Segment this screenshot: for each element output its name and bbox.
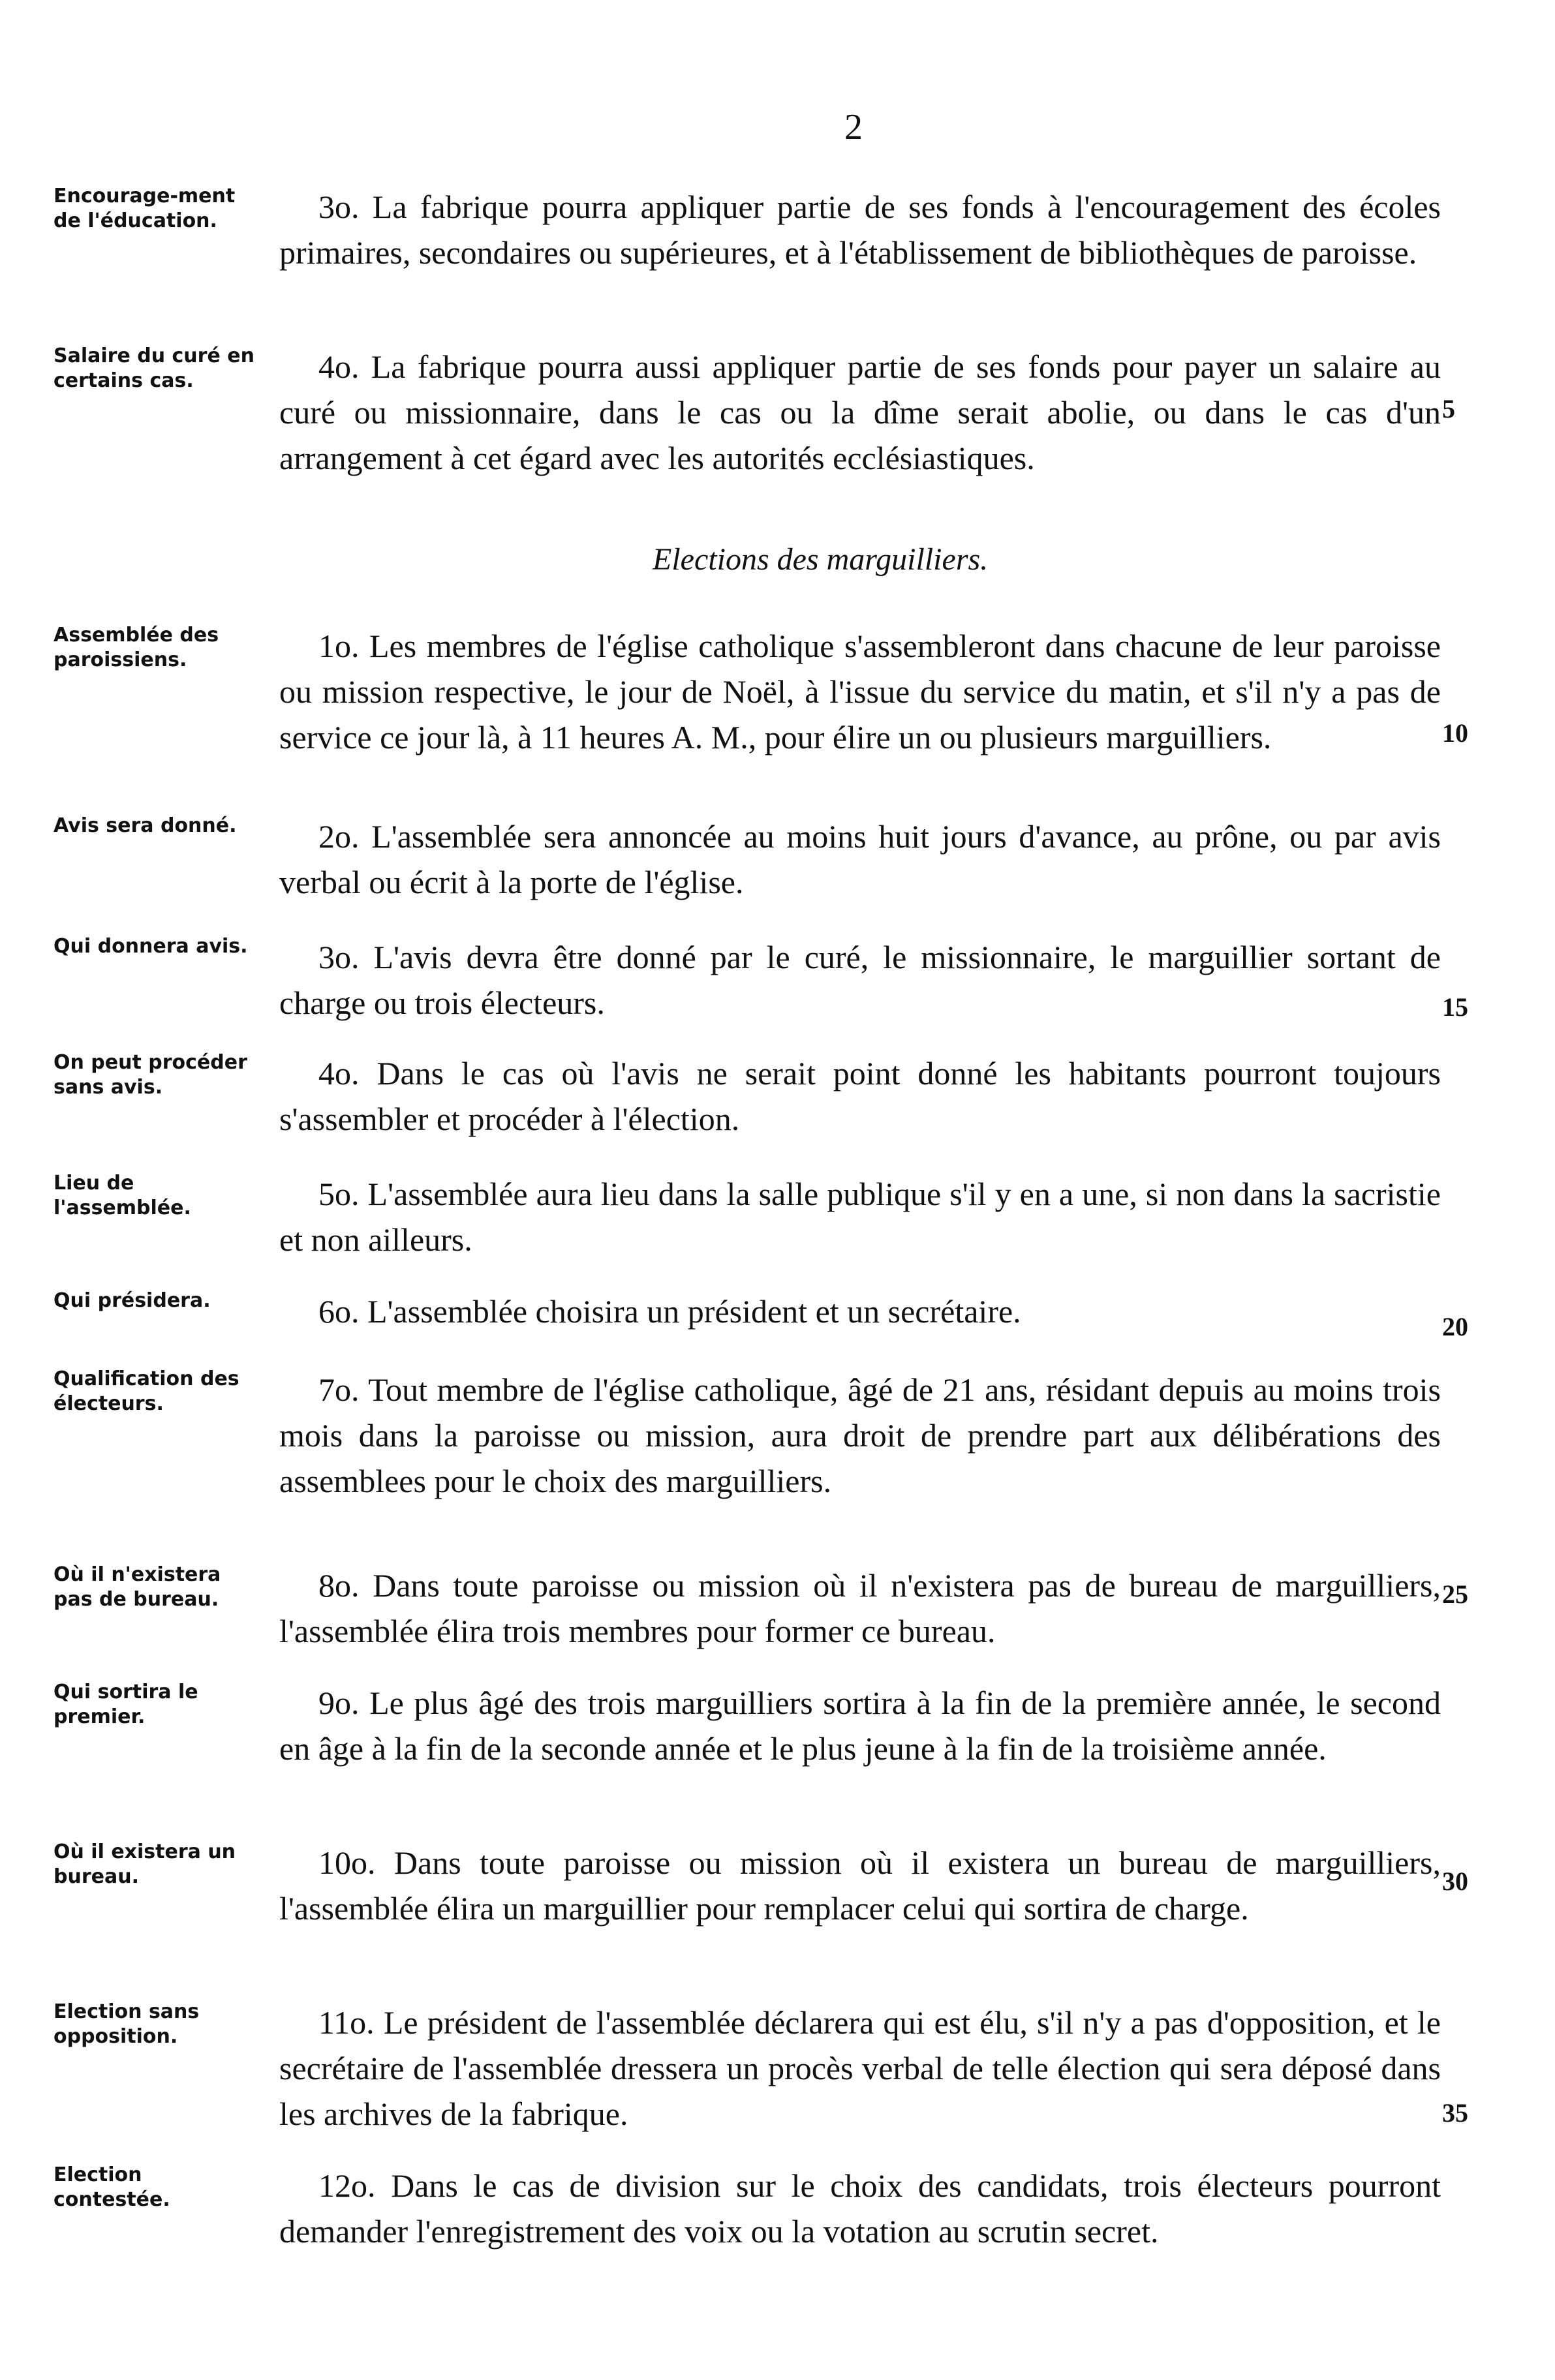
paragraph-text: 1o. Les membres de l'église catholique s'assembleront dans chacune de leur paroisse ou mission respective, le jour de Noël, à l'issue du service du matin, et s'il n'y a pas de service ce jour là, à 11 heures A. M., pour élire un ou plusieurs marguilliers. — [279, 628, 1441, 755]
line-number: 15 — [1442, 992, 1468, 1022]
margin-note: Qualification des électeurs. — [54, 1367, 239, 1415]
paragraph-text: 11o. Le président de l'assemblée déclarera qui est élu, s'il n'y a pas d'opposition, et le secrétaire de l'assemblée dressera un procès verbal de telle élection qui sera déposé dans les archives de la fabrique. — [279, 2004, 1441, 2132]
paragraph-text: 4o. Dans le cas où l'avis ne serait point donné les habitants pourront toujours s'assembler et procéder à l'élection. — [279, 1055, 1441, 1137]
margin-note: Avis sera donné. — [54, 814, 237, 837]
line-number: 20 — [1442, 1312, 1468, 1341]
margin-note: On peut procéder sans avis. — [54, 1051, 247, 1099]
margin-note: Qui sortira le premier. — [54, 1681, 198, 1728]
paragraph-text: 12o. Dans le cas de division sur le choix des candidats, trois électeurs pourront demander l'enregistrement des voix ou la votation au scrutin secret. — [279, 2167, 1441, 2250]
margin-note: Où il n'existera pas de bureau. — [54, 1563, 221, 1611]
margin-note: Election contestée. — [54, 2163, 170, 2211]
paragraph-text: 6o. L'assemblée choisira un président et un secrétaire. — [318, 1293, 1021, 1330]
paragraph-text: 7o. Tout membre de l'église catholique, âgé de 21 ans, résidant depuis au moins trois mois dans la paroisse ou mission, aura droit de prendre part aux délibérations des assemblees pour le choix des marguilliers. — [279, 1371, 1441, 1499]
page-number: 2 — [844, 107, 863, 147]
paragraph-text: 2o. L'assemblée sera annoncée au moins huit jours d'avance, au prône, ou par avis verbal ou écrit à la porte de l'église. — [279, 818, 1441, 900]
paragraph-text: 9o. Le plus âgé des trois marguilliers sortira à la fin de la première année, le second en âge à la fin de la seconde année et le plus jeune à la fin de la troisième année. — [279, 1685, 1441, 1767]
line-number: 10 — [1442, 718, 1468, 748]
margin-note: Salaire du curé en certains cas. — [54, 344, 254, 392]
line-number: 30 — [1442, 1867, 1468, 1896]
margin-note: Election sans opposition. — [54, 2000, 200, 2048]
paragraph-text: 3o. L'avis devra être donné par le curé, le missionnaire, le marguillier sortant de charge ou trois électeurs. — [279, 939, 1441, 1021]
margin-note: Lieu de l'assemblée. — [54, 1172, 191, 1219]
margin-note: Qui donnera avis. — [54, 935, 248, 958]
paragraph-text: 10o. Dans toute paroisse ou mission où il existera un bureau de marguilliers, l'assemblée élira un marguillier pour remplacer celui qui sortira de charge. — [279, 1844, 1441, 1927]
section-title: Elections des marguilliers. — [653, 542, 989, 577]
paragraph-text: 3o. La fabrique pourra appliquer partie de ses fonds à l'encouragement des écoles primaires, secondaires ou supérieures, et à l'établissement de bibliothèques de paroisse. — [279, 189, 1441, 271]
paragraph-text: 4o. La fabrique pourra aussi appliquer partie de ses fonds pour payer un salaire au curé ou missionnaire, dans le cas ou la dîme serait abolie, ou dans le cas d'un arrangement à cet égard avec les autorités ecclésiastiques. — [279, 348, 1441, 476]
margin-note: Qui présidera. — [54, 1289, 211, 1312]
margin-note: Où il existera un bureau. — [54, 1840, 236, 1888]
margin-note: Assemblée des paroissiens. — [54, 624, 219, 671]
line-number: 5 — [1442, 394, 1455, 423]
paragraph-text: 5o. L'assemblée aura lieu dans la salle publique s'il y en a une, si non dans la sacristie et non ailleurs. — [279, 1176, 1441, 1258]
line-number: 25 — [1442, 1579, 1468, 1609]
margin-note: Encourage-ment de l'éducation. — [54, 185, 236, 232]
paragraph-text: 8o. Dans toute paroisse ou mission où il n'existera pas de bureau de marguilliers, l'assemblée élira trois membres pour former ce bureau. — [279, 1567, 1441, 1649]
line-number: 35 — [1442, 2098, 1468, 2128]
